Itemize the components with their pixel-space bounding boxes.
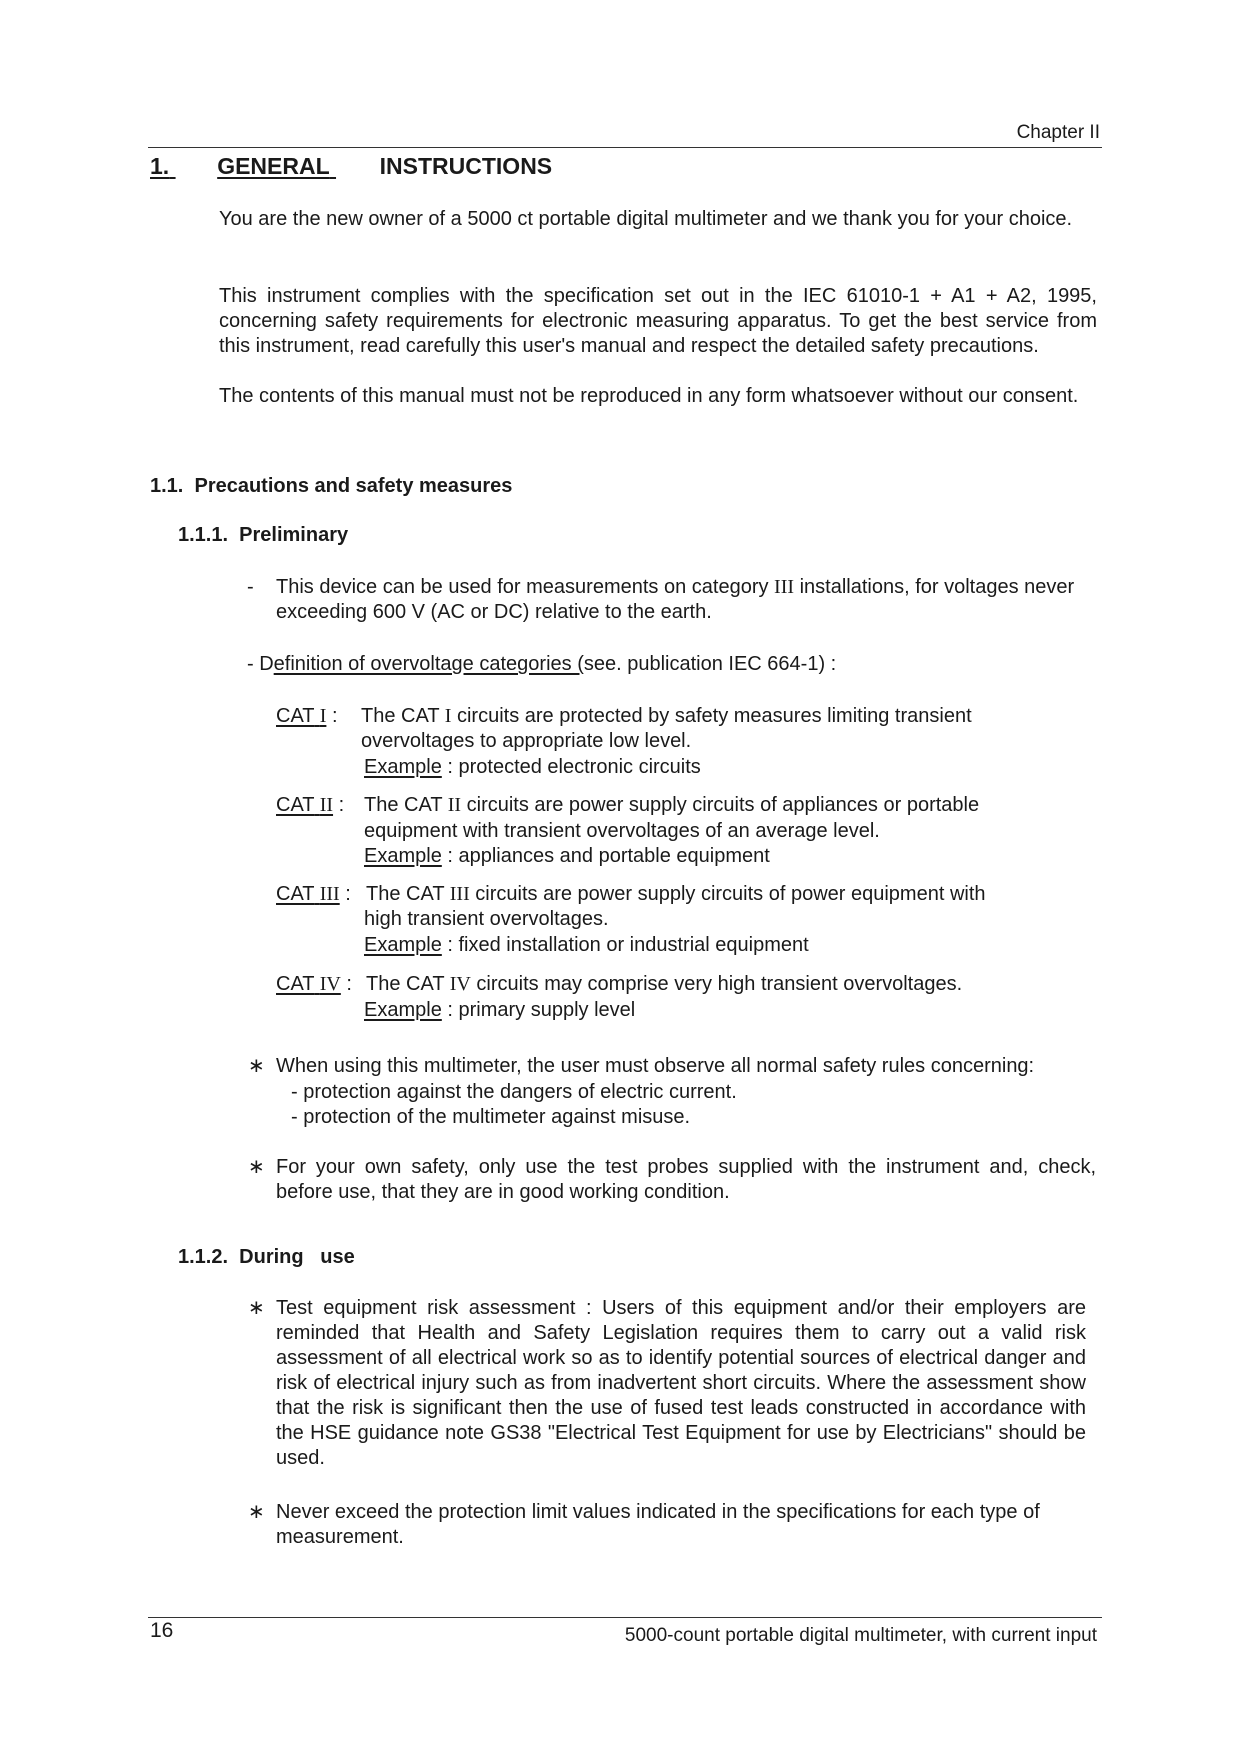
cat-1-example: Example : protected electronic circuits [364, 756, 701, 778]
chapter-label: Chapter II [1016, 122, 1100, 143]
dash-item-1: This device can be used for measurements on category III installations, for voltages never exceeding 600 V (AC or DC) relative to the earth. [276, 576, 1075, 623]
asterisk-bullet-icon: ∗ [248, 1156, 265, 1178]
cat-3-example: Example : fixed installation or industrial equipment [364, 934, 809, 956]
cat-3-label: CAT III : [276, 883, 351, 905]
header-rule [148, 147, 1102, 148]
cat-2-description: The CAT II circuits are power supply circuits of appliances or portable [364, 794, 980, 816]
footer-title: 5000-count portable digital multimeter, with current input [624, 1625, 1097, 1646]
cat-4-description: The CAT IV circuits may comprise very high transient overvoltages. [366, 973, 963, 995]
footer-rule [148, 1617, 1102, 1618]
star-item-2: For your own safety, only use the test probes supplied with the instrument and, check, before use, that they are in good working condition. [276, 1156, 1096, 1203]
intro-paragraph-1: You are the new owner of a 5000 ct portable digital multimeter and we thank you for your choice. [219, 208, 1073, 230]
section-1-heading [150, 154, 552, 179]
cat-4-example: Example : primary supply level [364, 999, 636, 1021]
cat-2-label: CAT II : [276, 794, 345, 816]
section-1-number: 1. [150, 153, 170, 179]
star-item-1-sub-1: - protection against the dangers of electric current. [291, 1081, 737, 1103]
cat-4-label: CAT IV : [276, 973, 352, 995]
star-item-1-sub-2: - protection of the multimeter against misuse. [291, 1106, 691, 1128]
roman-numeral: III [774, 576, 795, 598]
section-1-title-word2: INSTRUCTIONS [379, 153, 553, 179]
cat-3-description-line2: high transient overvoltages. [364, 908, 609, 930]
dash-item-2: - Definition of overvoltage categories (see. publication IEC 664-1) : [247, 653, 837, 675]
asterisk-bullet-icon: ∗ [248, 1297, 265, 1319]
cat-2-example: Example : appliances and portable equipment [364, 845, 770, 867]
cat-1-description-line2: overvoltages to appropriate low level. [361, 730, 692, 752]
intro-paragraph-3: The contents of this manual must not be reproduced in any form whatsoever without our consent. [219, 385, 1079, 407]
section-1-1-heading: 1.1. Precautions and safety measures [150, 475, 513, 497]
risk-assessment-item: Test equipment risk assessment : Users of this equipment and/or their employers are reminded that Health and Safety Legislation requires them to carry out a valid risk assessment of all electrical work so as to identify potential sources of electrical danger and risk of electrical injury such as from inadvertent short circuits. Where the assessment show that the risk is significant then the use of fused test leads constructed in accordance with the HSE guidance note GS38 "Electrical Test Equipment for use by Electricians" should be used. [276, 1297, 1086, 1469]
intro-paragraph-2: This instrument complies with the specification set out in the IEC 61010-1 + A1 + A2, 1995, concerning safety requirements for electronic measuring apparatus. To get the best service from this instrument, read carefully this user's manual and respect the detailed safety precautions. [219, 285, 1097, 357]
asterisk-bullet-icon: ∗ [248, 1055, 265, 1077]
protection-limits-item: Never exceed the protection limit values indicated in the specifications for each type of measurement. [276, 1501, 1040, 1548]
dash-marker: - [247, 576, 254, 598]
star-item-1: When using this multimeter, the user must observe all normal safety rules concerning: [276, 1055, 1035, 1077]
cat-1-label: CAT I : [276, 705, 338, 727]
section-1-1-2-heading: 1.1.2. During use [178, 1246, 355, 1268]
section-1-1-1-heading: 1.1.1. Preliminary [178, 524, 349, 546]
cat-1-description: The CAT I circuits are protected by safety measures limiting transient [361, 705, 972, 727]
cat-3-description: The CAT III circuits are power supply circuits of power equipment with [366, 883, 986, 905]
page-number: 16 [150, 1619, 174, 1642]
section-1-title-word1: GENERAL [217, 153, 330, 179]
cat-2-description-line2: equipment with transient overvoltages of an average level. [364, 820, 880, 842]
asterisk-bullet-icon: ∗ [248, 1501, 265, 1523]
